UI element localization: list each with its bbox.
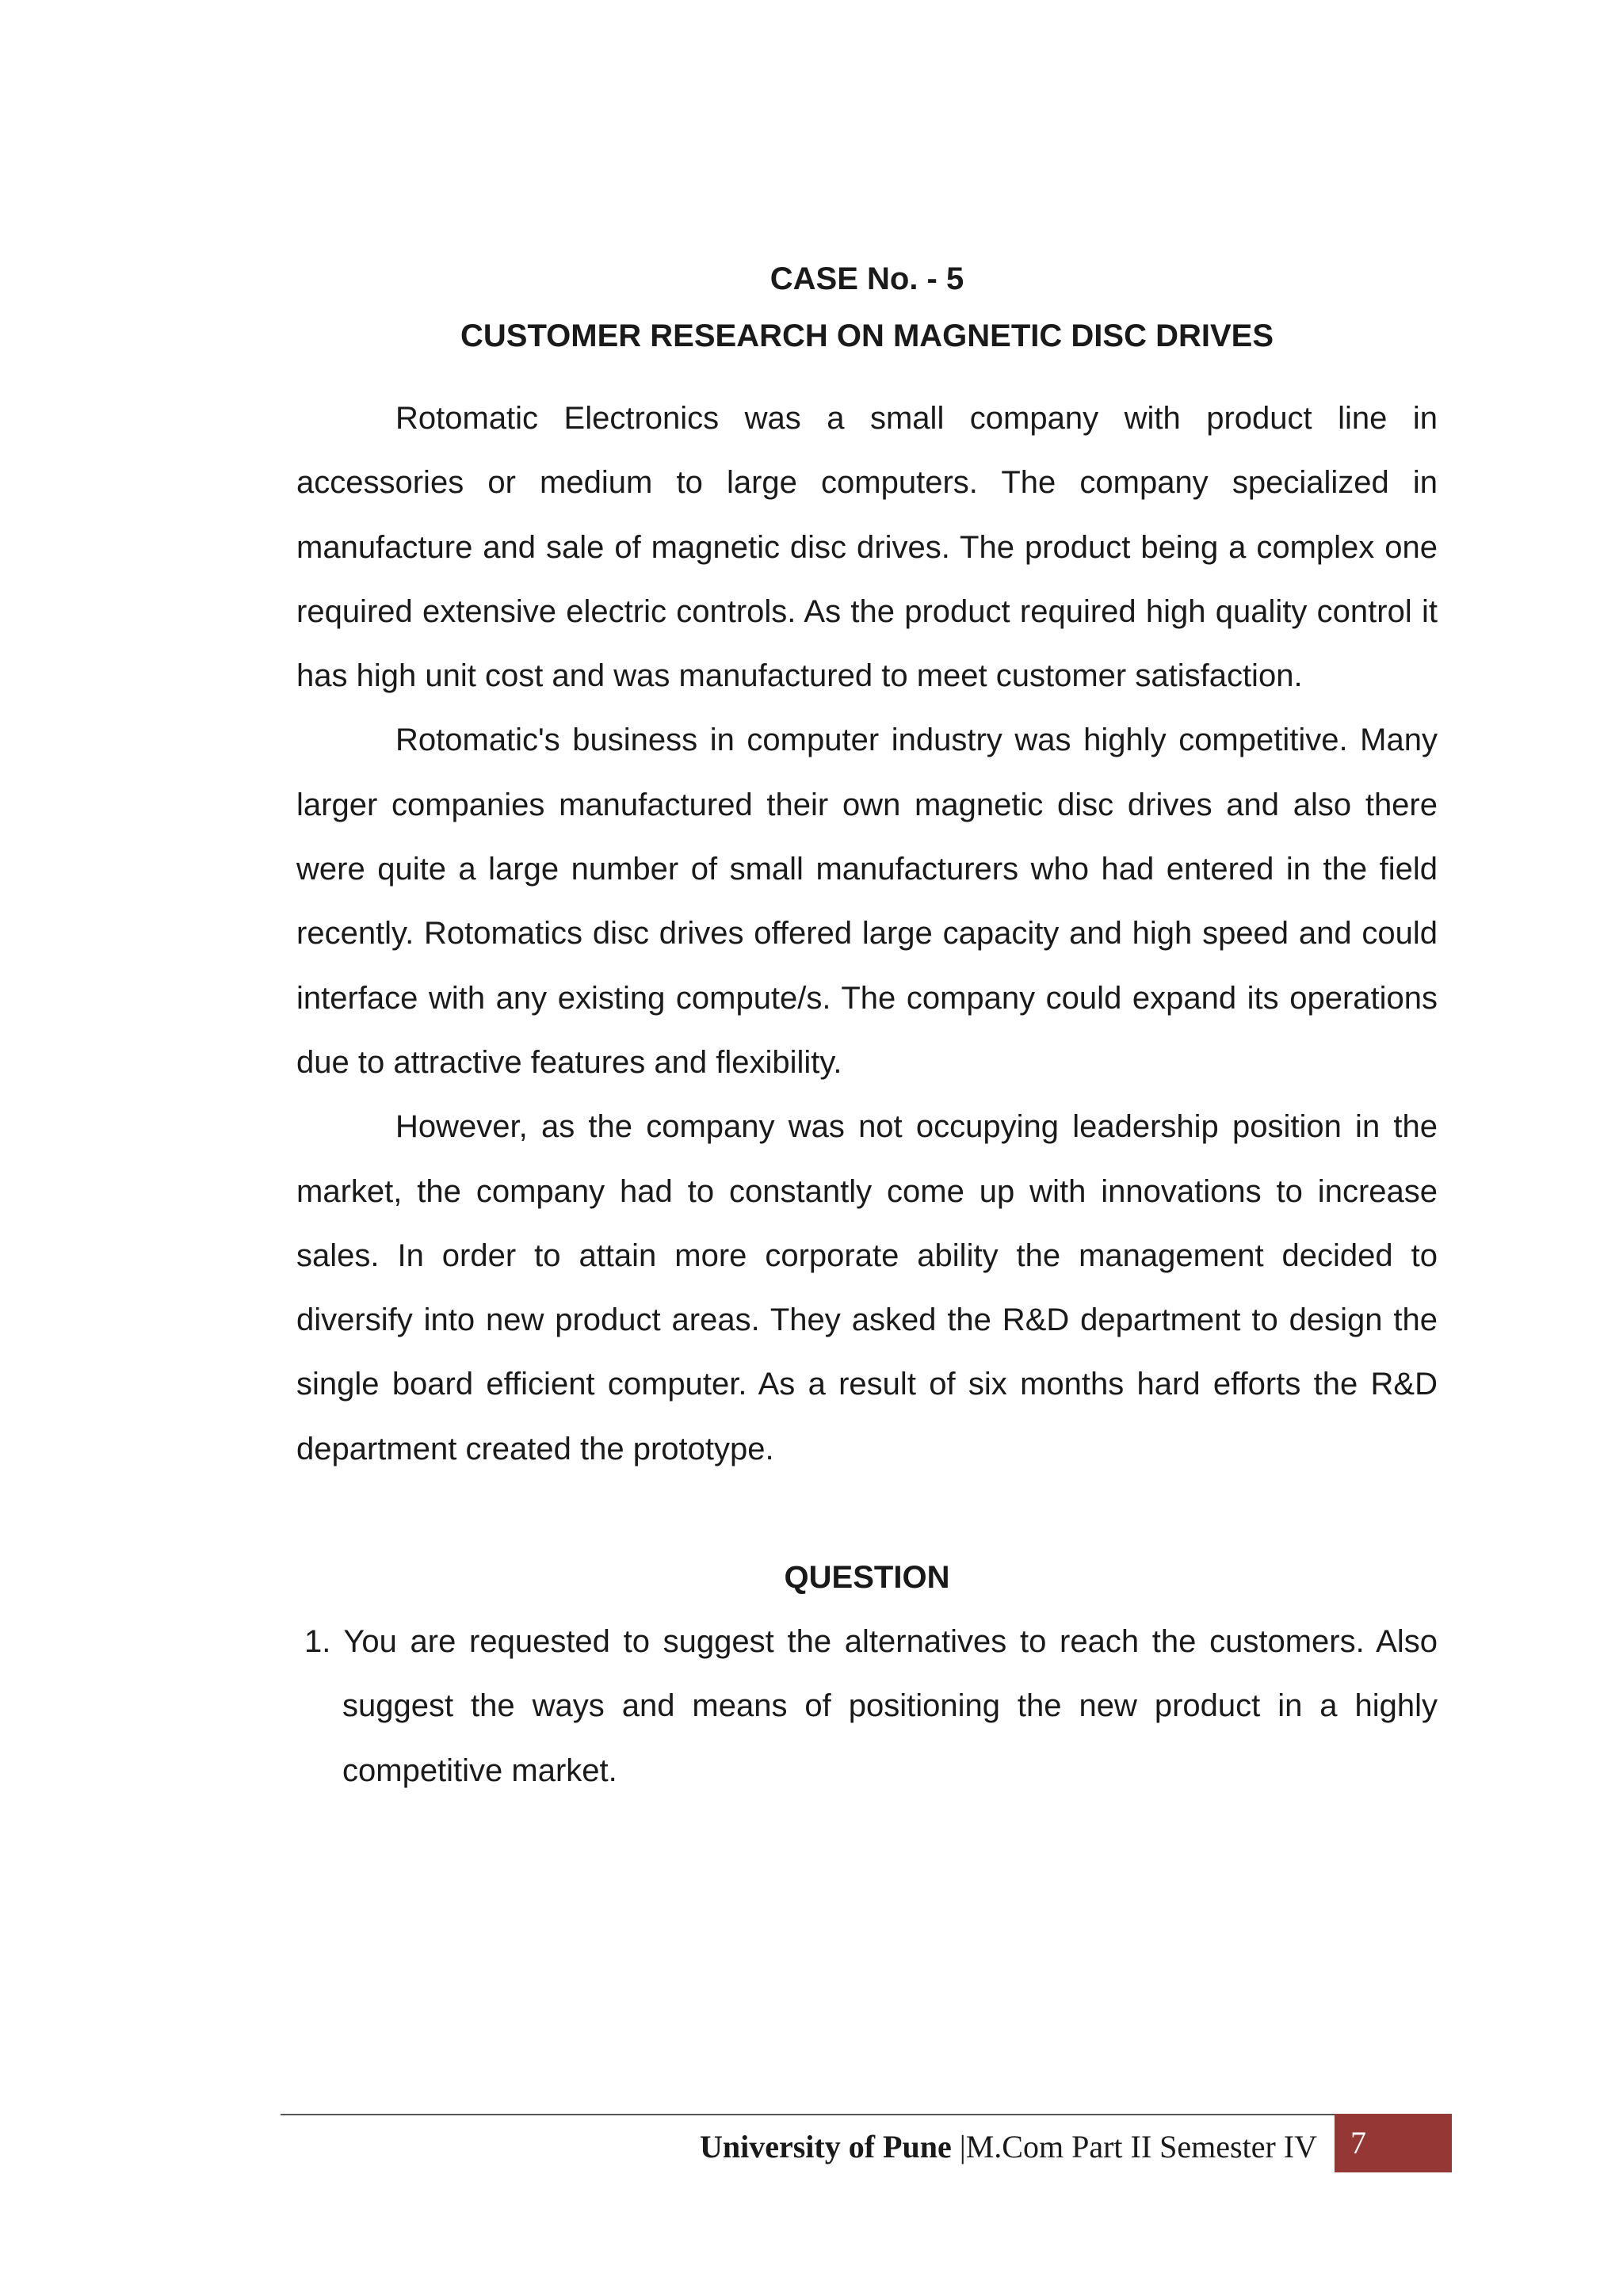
footer-course: M.Com Part II Semester IV (965, 2129, 1317, 2164)
footer-text (700, 2123, 1317, 2171)
question-heading: QUESTION (784, 1560, 950, 1596)
paragraph-intro: Rotomatic Electronics was a small company with product line in accessories or medium to large computers. The company specialized in manufacture and sale of magnetic disc drives. The product being a complex one required extensive electric controls. As the product required high quality control it has high unit cost and was manufactured to meet customer satisfaction. (296, 401, 1438, 694)
case-title: CUSTOMER RESEARCH ON MAGNETIC DISC DRIVES (460, 318, 1274, 353)
page-number: 7 (1350, 2125, 1366, 2161)
footer-divider (281, 2114, 1452, 2115)
footer-separator: | (959, 2129, 966, 2164)
footer-university: University of Pune (699, 2129, 952, 2164)
page-number-box (1335, 2114, 1452, 2172)
case-content (296, 250, 1438, 1803)
question-item: 1. You are requested to suggest the alternatives to reach the customers. Also suggest the ways and means of positioning the new product in a highly competitive market. (304, 1624, 1438, 1788)
paragraph-competition: Rotomatic's business in computer industry was highly competitive. Many larger companies manufactured their own magnetic disc drives and also there were quite a large number of small manufacturers who had entered in the field recently. Rotomatics disc drives offered large capacity and high speed and could interface with any existing compute/s. The company could expand its operations due to attractive features and flexibility. (296, 723, 1438, 1080)
section-spacer (296, 1482, 1438, 1546)
case-number: CASE No. - 5 (769, 261, 964, 296)
paragraph-diversification: However, as the company was not occupying leadership position in the market, the company had to constantly come up with innovations to increase sales. In order to attain more corporate ability the management decided to diversify into new product areas. They asked the R&D department to design the single board efficient computer. As a result of six months hard efforts the R&D department created the prototype. (296, 1109, 1438, 1466)
